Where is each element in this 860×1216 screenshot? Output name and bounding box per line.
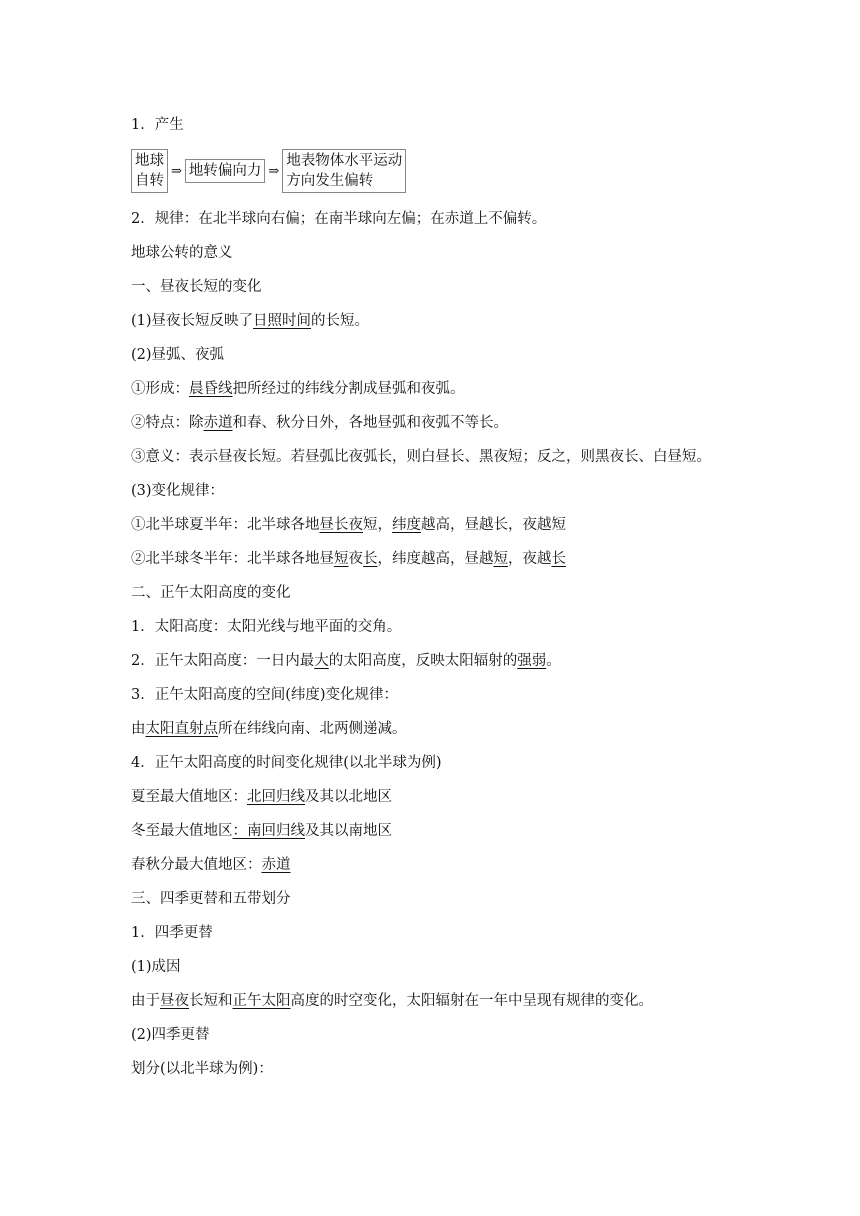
cause-paragraph: 由于昼夜长短和正午太阳高度的时空变化，太阳辐射在一年中呈现有规律的变化。 [131,993,653,1009]
blank-noon-sun: 正午太阳 [232,993,291,1009]
flow-box3-line2: 方向发生偏转 [286,173,374,189]
cause-heading: (1)成因 [131,959,181,975]
rule-paragraph: 2．规律：在北半球向右偏；在南半球向左偏；在赤道上不偏转。 [131,211,547,227]
blank-latitude: 纬度 [392,517,421,533]
flow-arrow-2: ⇒ [268,163,280,179]
flow-box-earth-rotation [131,149,168,193]
formation-paragraph: ①形成：晨昏线把所经过的纬线分割成昼弧和夜弧。 [131,381,465,397]
flow-box1-line2: 自转 [135,173,164,189]
revolution-title: 地球公转的意义 [131,245,233,261]
flow-arrow-1: ⇒ [171,163,182,179]
flow-box3-line1: 地表物体水平运动 [286,153,403,169]
blank-tropic-cancer: 北回归线 [247,789,305,805]
meaning-paragraph: ③意义：表示昼夜长短。若昼弧比夜弧长，则白昼长、黑夜短；反之，则黑夜长、白昼短。 [131,449,711,465]
document-page [131,108,791,1086]
blank-strength: 强弱 [517,653,547,669]
equinox-paragraph: 春秋分最大值地区：赤道 [131,857,291,873]
season-change-heading: (2)四季更替 [131,1027,210,1043]
section-day-night-title: 一、昼夜长短的变化 [131,279,262,295]
heading-produce: 1．产生 [131,117,184,133]
blank-equator: 赤道 [203,415,233,431]
blank-night: 夜 [348,517,363,533]
blank-long-2: 长 [551,551,566,567]
blank-short-1: 短 [334,551,349,567]
blank-largest: 大 [314,653,329,669]
blank-direct-point: 太阳直射点 [145,721,218,737]
section-seasons-title: 三、四季更替和五带划分 [131,891,291,907]
spatial-rule-heading: 3．正午太阳高度的空间(纬度)变化规律： [131,687,399,703]
winter-solstice-paragraph: 冬至最大值地区：南回归线及其以南地区 [131,823,392,839]
flow-box-coriolis-force: 地转偏向力 [185,159,266,183]
day-arc-heading: (2)昼弧、夜弧 [131,347,225,363]
feature-paragraph: ②特点：除赤道和春、秋分日外，各地昼弧和夜弧不等长。 [131,415,508,431]
section-solar-altitude-title: 二、正午太阳高度的变化 [131,585,291,601]
division-paragraph: 划分(以北半球为例)： [131,1061,273,1077]
blank-short-2: 短 [493,551,508,567]
summer-solstice-paragraph: 夏至最大值地区：北回归线及其以北地区 [131,789,392,805]
blank-long-1: 长 [363,551,378,567]
solar-altitude-paragraph: 1．太阳高度：太阳光线与地平面的交角。 [131,619,402,635]
winter-half-paragraph: ②北半球冬半年：北半球各地昼短夜长，纬度越高，昼越短，夜越长 [131,551,566,567]
coriolis-flow-diagram [131,144,791,198]
flow-box1-line1: 地球 [135,153,164,169]
noon-altitude-paragraph: 2．正午太阳高度：一日内最大的太阳高度，反映太阳辐射的强弱。 [131,653,561,669]
change-rule-heading: (3)变化规律： [131,483,225,499]
blank-tropic-capricorn: ：南回归线 [232,823,305,839]
blank-day-night: 昼夜 [160,993,189,1009]
blank-terminator: 晨昏线 [189,381,233,397]
temporal-rule-heading: 4．正午太阳高度的时间变化规律(以北半球为例) [131,755,442,771]
blank-sunshine-time: 日照时间 [253,313,312,329]
day-length-paragraph: (1)昼夜长短反映了日照时间的长短。 [131,313,370,329]
spatial-rule-paragraph: 由太阳直射点所在纬线向南、北两侧递减。 [131,721,407,737]
blank-day-long: 昼长 [319,517,349,533]
flow-box-deflection [282,149,406,193]
summer-half-paragraph: ①北半球夏半年：北半球各地昼长夜短，纬度越高，昼越长，夜越短 [131,517,566,533]
blank-equator-2: 赤道 [261,857,291,873]
seasons-heading: 1．四季更替 [131,925,213,941]
